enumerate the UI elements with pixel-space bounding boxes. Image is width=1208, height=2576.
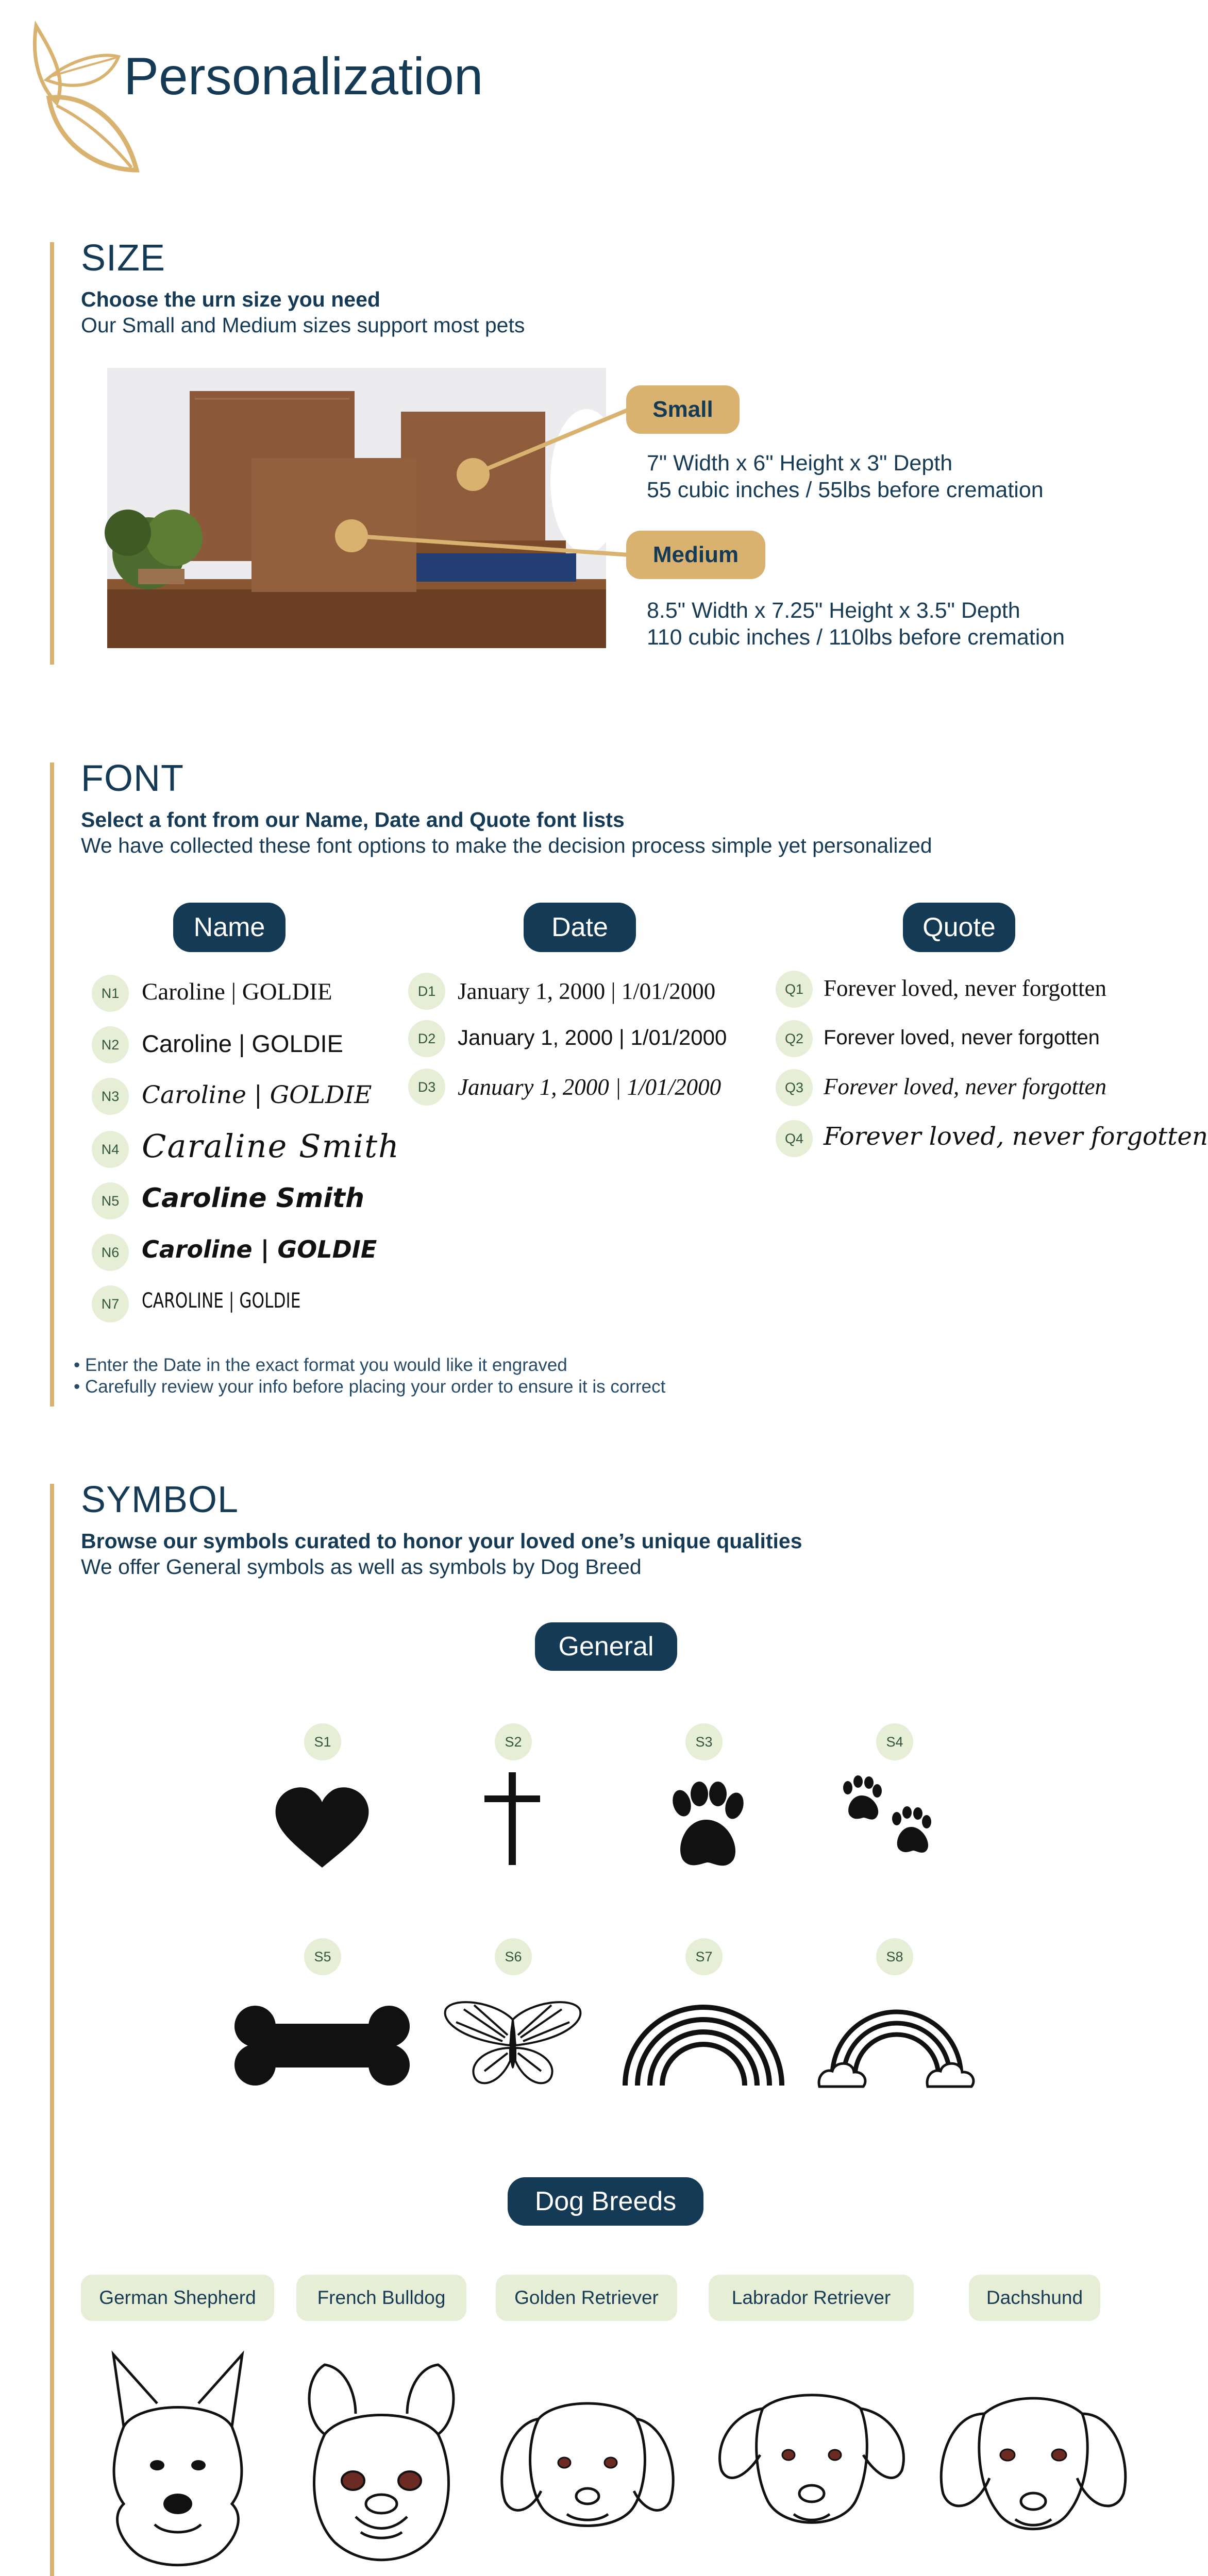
font-quote-header: Quote <box>903 903 1015 952</box>
symbol-code-badge: S1 <box>304 1723 341 1760</box>
dachshund-icon <box>935 2385 1131 2540</box>
font-code-badge: D1 <box>408 973 445 1010</box>
size-description: Our Small and Medium sizes support most pets <box>81 313 525 337</box>
rainbow-clouds-icon <box>817 1999 977 2089</box>
font-code-badge: N7 <box>92 1285 129 1323</box>
symbol-subtitle: Browse our symbols curated to honor your loved one’s unique qualities <box>81 1529 802 1553</box>
font-sample: Caroline | GOLDIE <box>142 1081 372 1109</box>
font-sample: Forever loved, never forgotten <box>824 1122 1208 1151</box>
font-note: • Enter the Date in the exact format you would like it engraved <box>74 1355 567 1375</box>
symbol-code-badge: S6 <box>495 1938 532 1975</box>
breed-label-german-shepherd: German Shepherd <box>81 2275 274 2321</box>
font-sample: Caroline | GOLDIE <box>142 1030 343 1057</box>
section-bar-font <box>50 762 54 1406</box>
symbol-dog-breeds-header: Dog Breeds <box>508 2177 703 2226</box>
size-subtitle: Choose the urn size you need <box>81 287 380 311</box>
font-description: We have collected these font options to make the decision process simple yet personalized <box>81 834 932 857</box>
font-code-badge: Q1 <box>776 971 813 1008</box>
symbol-code-badge: S3 <box>685 1723 723 1760</box>
golden-retriever-icon <box>490 2388 685 2537</box>
font-sample: January 1, 2000 | 1/01/2000 <box>458 1025 727 1049</box>
font-sample: January 1, 2000 | 1/01/2000 <box>458 1074 722 1100</box>
font-sample: Caraline Smith <box>142 1127 400 1165</box>
page-title: Personalization <box>124 47 483 106</box>
breed-label-labrador-retriever: Labrador Retriever <box>709 2275 914 2321</box>
font-code-badge: D2 <box>408 1020 445 1057</box>
size-title: SIZE <box>81 238 166 279</box>
cross-icon <box>484 1772 541 1865</box>
french-bulldog-icon <box>294 2362 469 2563</box>
font-sample: Caroline | GOLDIE <box>142 1235 377 1263</box>
size-connectors <box>0 0 1160 670</box>
paw-prints-icon <box>840 1777 948 1870</box>
font-code-badge: N1 <box>92 975 129 1012</box>
symbol-code-badge: S4 <box>876 1723 913 1760</box>
symbol-general-header: General <box>535 1622 677 1671</box>
size-small-capacity: 55 cubic inches / 55lbs before cremation <box>647 478 1044 502</box>
font-name-header: Name <box>173 903 286 952</box>
font-code-badge: N4 <box>92 1131 129 1168</box>
font-note: • Carefully review your info before placing your order to ensure it is correct <box>74 1377 666 1397</box>
font-sample: CAROLINE | GOLDIE <box>142 1289 301 1313</box>
breed-label-golden-retriever: Golden Retriever <box>496 2275 677 2321</box>
font-sample: January 1, 2000 | 1/01/2000 <box>458 978 716 1004</box>
font-sample: Caroline | GOLDIE <box>142 978 332 1005</box>
butterfly-icon <box>443 1999 582 2089</box>
size-small-dims: 7" Width x 6" Height x 3" Depth <box>647 451 953 476</box>
font-subtitle: Select a font from our Name, Date and Quote font lists <box>81 808 625 832</box>
paw-icon <box>662 1783 750 1870</box>
font-sample: Forever loved, never forgotten <box>824 975 1106 1001</box>
symbol-title: SYMBOL <box>81 1479 239 1520</box>
symbol-code-badge: S2 <box>495 1723 532 1760</box>
section-bar-symbol <box>50 1484 54 2576</box>
font-code-badge: D3 <box>408 1069 445 1106</box>
size-medium-dims: 8.5" Width x 7.25" Height x 3.5" Depth <box>647 598 1020 623</box>
font-code-badge: N6 <box>92 1234 129 1271</box>
labrador-retriever-icon <box>711 2383 912 2537</box>
symbol-code-badge: S8 <box>876 1938 913 1975</box>
size-medium-capacity: 110 cubic inches / 110lbs before cremation <box>647 625 1065 650</box>
font-title: FONT <box>81 758 184 799</box>
font-code-badge: Q2 <box>776 1020 813 1057</box>
breed-label-french-bulldog: French Bulldog <box>296 2275 466 2321</box>
font-code-badge: N5 <box>92 1182 129 1219</box>
font-code-badge: Q3 <box>776 1069 813 1106</box>
font-sample: Forever loved, never forgotten <box>824 1026 1100 1049</box>
font-sample: Caroline Smith <box>142 1183 364 1214</box>
german-shepherd-icon <box>93 2349 263 2571</box>
font-code-badge: N2 <box>92 1026 129 1063</box>
rainbow-icon <box>621 1999 786 2087</box>
heart-icon <box>273 1783 371 1870</box>
size-small-label: Small <box>626 385 740 434</box>
font-code-badge: N3 <box>92 1078 129 1115</box>
font-code-badge: Q4 <box>776 1120 813 1157</box>
symbol-code-badge: S5 <box>304 1938 341 1975</box>
font-sample: Forever loved, never forgotten <box>824 1074 1106 1099</box>
symbol-description: We offer General symbols as well as symbols by Dog Breed <box>81 1555 642 1579</box>
bone-icon <box>234 2003 410 2088</box>
size-medium-label: Medium <box>626 531 765 579</box>
symbol-code-badge: S7 <box>685 1938 723 1975</box>
font-date-header: Date <box>524 903 636 952</box>
breed-label-dachshund: Dachshund <box>969 2275 1100 2321</box>
